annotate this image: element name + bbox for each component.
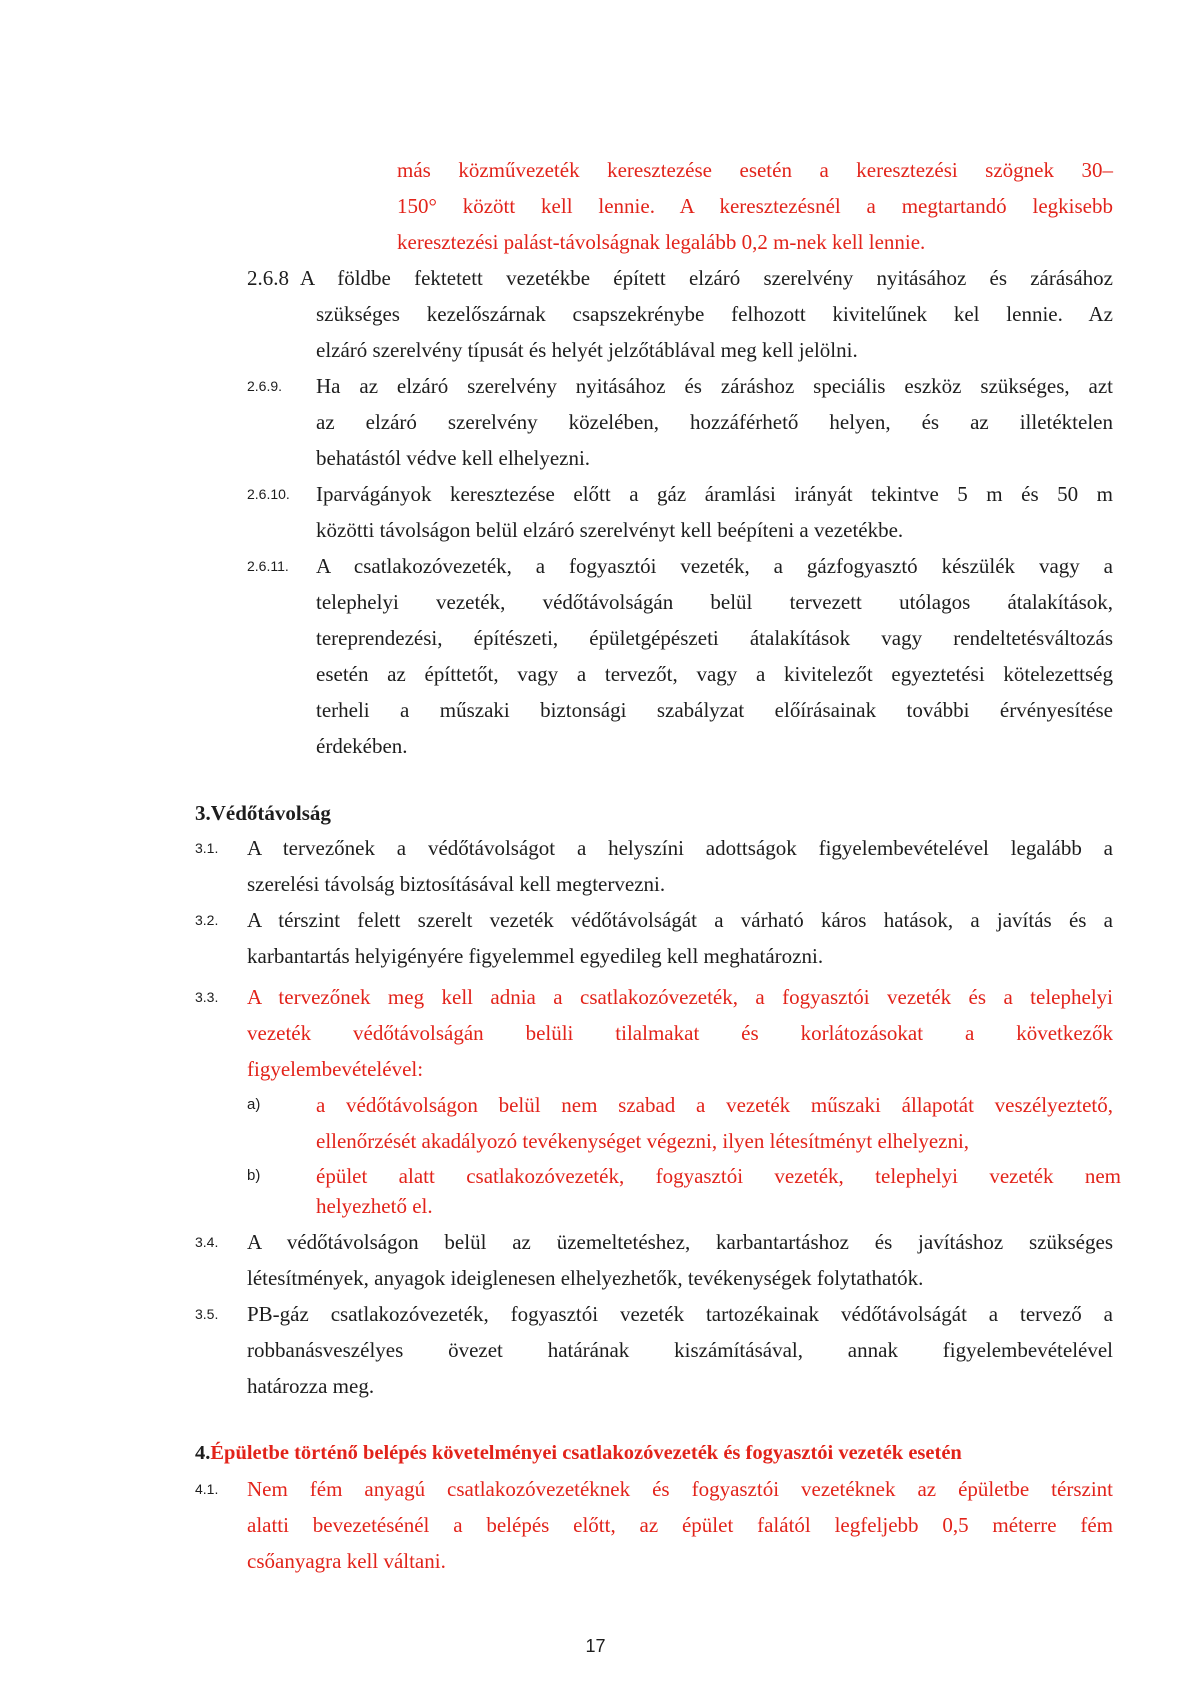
- text-line: csőanyagra kell váltani.: [247, 1549, 446, 1573]
- section-number: 3.: [195, 801, 211, 825]
- list-label: b): [247, 1167, 261, 1184]
- text-line: elzáró szerelvény típusát és helyét jelzőtáblával meg kell jelölni.: [316, 338, 858, 362]
- text-line: tereprendezési, építészeti, épületgépészeti átalakítások vagy rendeltetésváltozás: [316, 626, 1113, 650]
- text-line: helyezhető el.: [316, 1194, 433, 1218]
- text-line: a védőtávolságon belül nem szabad a vezeték műszaki állapotát veszélyeztető,: [316, 1093, 1113, 1117]
- text-line: alatti bevezetésénél a belépés előtt, az épület falától legfeljebb 0,5 méterre fém: [247, 1513, 1113, 1537]
- text-line: határozza meg.: [247, 1374, 375, 1398]
- text-line: szerelési távolság biztosításával kell megtervezni.: [247, 872, 666, 896]
- text-line: közötti távolságon belül elzáró szerelvényt kell beépíteni a vezetékbe.: [316, 518, 904, 542]
- text-line: robbanásveszélyes övezet határának kiszámításával, annak figyelembevételével: [247, 1338, 1113, 1362]
- text-line: telephelyi vezeték, védőtávolságán belül tervezett utólagos átalakítások,: [316, 590, 1113, 614]
- paragraph-number: 3.3.: [195, 989, 219, 1005]
- text-line: figyelembevételével:: [247, 1057, 424, 1081]
- text-line: Iparvágányok keresztezése előtt a gáz áramlási irányát tekintve 5 m és 50 m: [316, 482, 1113, 506]
- text-line: A térszint felett szerelt vezeték védőtávolságát a várható káros hatások, a javítás és a: [247, 908, 1113, 932]
- paragraph-number: 3.5.: [195, 1306, 219, 1322]
- text-line: A tervezőnek a védőtávolságot a helyszíni adottságok figyelembevételével legalább a: [247, 836, 1113, 860]
- paragraph-number: 3.1.: [195, 840, 219, 856]
- section-title: Épületbe történő belépés követelményei csatlakozóvezeték és fogyasztói vezeték esetén: [210, 1442, 962, 1464]
- section-4-heading: [195, 1440, 962, 1466]
- text-line: vezeték védőtávolságán belüli tilalmakat és korlátozásokat a következők: [247, 1021, 1113, 1045]
- paragraph-number: 2.6.10.: [247, 486, 290, 502]
- paragraph-number: 4.1.: [195, 1481, 219, 1497]
- paragraph-number: 2.6.9.: [247, 378, 283, 394]
- text-line: szükséges kezelőszárnak csapszekrénybe felhozott kivitelűnek kel lennie. Az: [316, 302, 1113, 326]
- paragraph-number: 3.4.: [195, 1234, 219, 1250]
- section-title: Védőtávolság: [210, 801, 331, 825]
- text-line: Nem fém anyagú csatlakozóvezetéknek és fogyasztói vezetéknek az épületbe térszint: [247, 1477, 1113, 1501]
- section-3-heading: [195, 800, 331, 826]
- paragraph-number: 3.2.: [195, 912, 219, 928]
- text-line: terheli a műszaki biztonsági szabályzat előírásainak további érvényesítése: [316, 698, 1113, 722]
- text-line: érdekében.: [316, 734, 408, 758]
- text-line: az elzáró szerelvény közelében, hozzáférhető helyen, és az illetéktelen: [316, 410, 1113, 434]
- text-line: behatástól védve kell elhelyezni.: [316, 446, 591, 470]
- section-number: 4.: [195, 1442, 211, 1464]
- text-line: ellenőrzését akadályozó tevékenységet végezni, ilyen létesítményt elhelyezni,: [316, 1129, 970, 1153]
- text-line: esetén az építtetőt, vagy a tervezőt, vagy a kivitelezőt egyeztetési kötelezettség: [316, 662, 1113, 686]
- text-line: A védőtávolságon belül az üzemeltetéshez, karbantartáshoz és javításhoz szükséges: [247, 1230, 1113, 1254]
- text-line: A csatlakozóvezeték, a fogyasztói vezeték, a gázfogyasztó készülék vagy a: [316, 554, 1113, 578]
- list-label: a): [247, 1096, 261, 1113]
- text-line: létesítmények, anyagok ideiglenesen elhelyezhetők, tevékenységek folytathatók.: [247, 1266, 924, 1290]
- text-line: Ha az elzáró szerelvény nyitásához és záráshoz speciális eszköz szükséges, azt: [316, 374, 1113, 398]
- paragraph-number: 2.6.11.: [247, 558, 289, 574]
- page-number: 17: [585, 1636, 606, 1656]
- text-line: más közművezeték keresztezése esetén a keresztezési szögnek 30–: [397, 158, 1113, 182]
- text-line: keresztezési palást-távolságnak legalább 0,2 m-nek kell lennie.: [397, 230, 926, 254]
- text-line: épület alatt csatlakozóvezeték, fogyasztói vezeték, telephelyi vezeték nem: [316, 1164, 1121, 1188]
- text-line: A földbe fektetett vezetékbe épített elzáró szerelvény nyitásához és zárásához: [300, 266, 1113, 290]
- text-line: 150° között kell lennie. A keresztezésnél a megtartandó legkisebb: [397, 194, 1113, 218]
- text-line: A tervezőnek meg kell adnia a csatlakozóvezeték, a fogyasztói vezeték és a telephelyi: [247, 985, 1113, 1009]
- text-line: PB-gáz csatlakozóvezeték, fogyasztói vezeték tartozékainak védőtávolságát a tervező a: [247, 1302, 1113, 1326]
- text-line: karbantartás helyigényére figyelemmel egyedileg kell meghatározni.: [247, 944, 824, 968]
- paragraph-number: 2.6.8: [247, 266, 289, 290]
